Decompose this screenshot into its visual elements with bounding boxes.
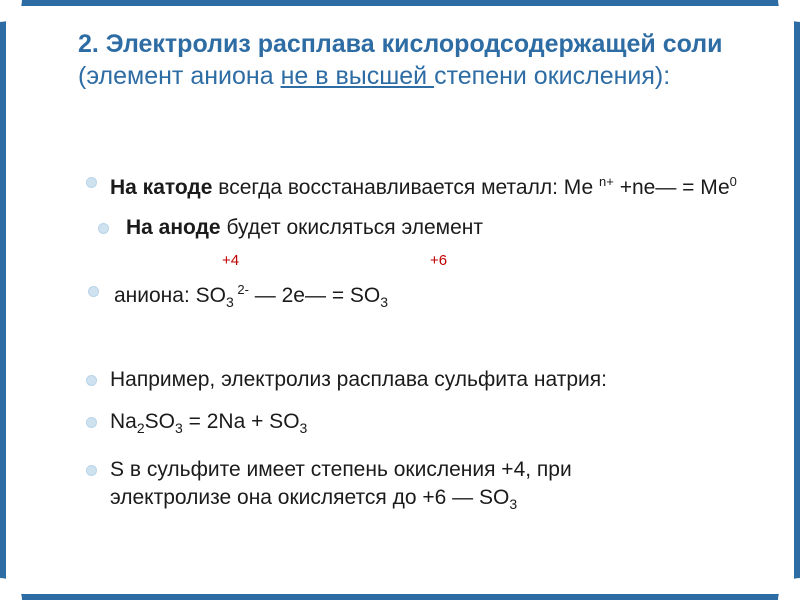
frame-corner-top-right	[778, 0, 800, 22]
conclusion-line-1: S в сульфите имеет степень окисления +4, при	[110, 458, 572, 482]
anion-sub-3: 3	[225, 294, 234, 311]
bullet-dot-icon	[86, 375, 97, 386]
bullet-anion-text	[114, 276, 762, 316]
frame-border-top	[0, 0, 800, 6]
bullet-anode	[82, 214, 762, 242]
eq-prefix: Na	[110, 410, 137, 434]
conclusion-line-2: электролизе она окисляется до +6 — SO	[110, 486, 510, 510]
bullet-dot-icon	[88, 286, 99, 297]
bullet-conclusion	[82, 456, 762, 518]
bullet-cathode-bold: На катоде	[110, 176, 213, 199]
bullet-anode-text	[126, 214, 762, 242]
bullet-cathode-sup-zero: 0	[729, 174, 737, 189]
frame-border-bottom	[0, 594, 800, 600]
oxidation-label-plus4: +4	[222, 252, 240, 269]
bullet-cathode-rest: всегда восстанавливается металл: Ме	[212, 176, 600, 199]
spacer	[82, 322, 762, 366]
title-underlined-part: не в высшей	[280, 62, 435, 90]
bullet-dot-icon	[86, 465, 97, 476]
bullet-equation-text	[110, 408, 762, 442]
bullet-anion-equation	[82, 276, 762, 316]
conclusion-sub-3: 3	[509, 496, 518, 513]
eq-mid-2: = 2Na + SO	[182, 410, 300, 434]
title-normal-part-1: (элемент аниона	[78, 62, 281, 90]
title-number: 2	[78, 30, 92, 58]
frame-corner-bottom-left	[0, 578, 22, 600]
oxidation-label-plus6: +6	[430, 252, 448, 269]
bullet-cathode	[82, 168, 762, 202]
frame-border-right	[794, 0, 800, 600]
bullet-anode-bold: На аноде	[126, 216, 221, 239]
anion-tail: = SO	[325, 284, 381, 307]
bullet-cathode-text	[110, 168, 762, 202]
anion-prefix: аниона: SO	[114, 284, 226, 307]
bullet-conclusion-text	[110, 456, 762, 518]
bullet-dot-icon	[86, 417, 97, 428]
title-normal-part-2: степени окисления):	[434, 62, 671, 90]
bullet-dot-icon	[86, 177, 97, 188]
eq-sub-3: 3	[175, 420, 183, 437]
anion-mid: — 2e	[248, 284, 305, 307]
anion-minus: —	[304, 284, 326, 307]
bullet-example-text: Например, электролиз расплава сульфита натрия:	[110, 368, 607, 392]
eq-sub-3b: 3	[299, 420, 308, 437]
frame-border-left	[0, 0, 6, 600]
frame-corner-bottom-right	[778, 578, 800, 600]
eq-sub-2: 2	[136, 420, 145, 437]
frame-corner-top-left	[0, 0, 22, 22]
bullet-equation	[82, 408, 762, 442]
bullet-cathode-mid: +ne	[613, 176, 656, 199]
title-bold-part: . Электролиз расплава кислородсодержащей соли	[91, 30, 723, 58]
anion-charge: 2-	[233, 282, 249, 297]
bullet-example	[82, 366, 762, 394]
bullet-cathode-sup-n: n+	[599, 174, 614, 189]
oxidation-labels	[82, 252, 762, 274]
slide-title	[78, 28, 738, 92]
eq-mid-1: SO	[144, 410, 175, 434]
bullet-dot-icon	[98, 223, 109, 234]
bullet-cathode-minus: —	[655, 176, 677, 199]
slide-body	[82, 168, 762, 525]
bullet-cathode-tail: = Ме	[676, 176, 730, 199]
anion-sub-3b: 3	[380, 294, 389, 311]
bullet-anode-rest: будет окисляться элемент	[220, 216, 484, 239]
